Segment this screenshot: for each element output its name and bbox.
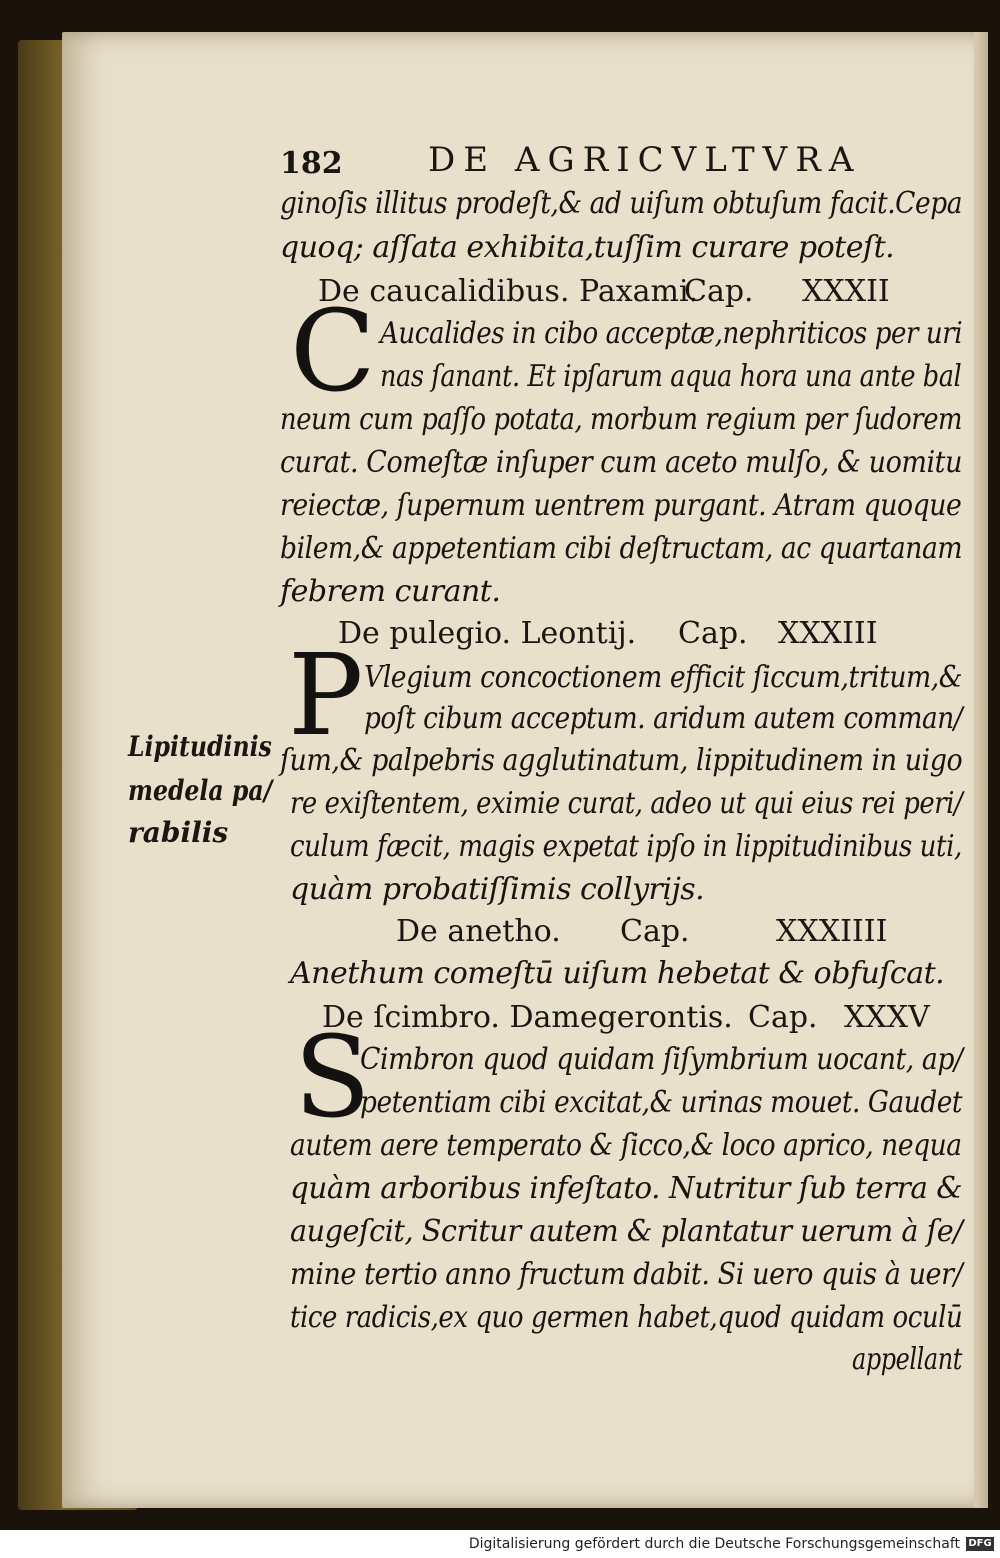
text-line: petentiam cibi excitat,& urinas mouet. Gaudet <box>360 1085 963 1120</box>
dfg-logo: DFG <box>966 1537 994 1551</box>
chapter-number: XXXV <box>844 1000 930 1035</box>
chapter-number: XXXIII <box>778 616 878 651</box>
footer-credit: Digitalisierung gefördert durch die Deutsche Forschungsgemeinschaft <box>468 1536 960 1552</box>
text-line: Aucalides in cibo acceptæ,nephriticos per uri <box>380 316 963 351</box>
drop-initial: P <box>288 631 364 761</box>
chapter-cap-label: Cap. <box>684 274 754 309</box>
text-line: tice radicis,ex quo germen habet,quod quidam oculū <box>290 1300 963 1335</box>
text-line: Cimbron quod quidam ſiſymbrium uocant, ap/ <box>360 1042 963 1077</box>
text-line: neum cum paſſo potata, morbum regium per ſudorem <box>280 402 963 437</box>
chapter-number: XXXII <box>802 274 890 309</box>
drop-initial: C <box>290 287 376 417</box>
margin-note-line: medela pa/ <box>128 774 273 807</box>
text-line: autem aere temperato & ſicco,& loco aprico, nequa <box>290 1128 962 1163</box>
text-line: mine tertio anno fructum dabit. Si uero quis à uer/ <box>290 1257 963 1292</box>
text-line: febrem curant. <box>280 574 501 609</box>
text-line: culum fæcit, magis expetat ipſo in lippitudinibus uti, <box>290 829 962 864</box>
text-line: ſum,& palpebris agglutinatum, lippitudinem in uigo <box>280 743 963 778</box>
chapter-number: XXXIIII <box>776 914 888 949</box>
chapter-heading <box>322 1000 930 1035</box>
catchword: appellant <box>852 1342 962 1377</box>
chapter-heading <box>338 616 878 651</box>
text-line: Anethum comeſtū uiſum hebetat & obfuſcat. <box>290 956 945 991</box>
margin-note-line: Lipitudinis <box>128 730 272 763</box>
text-line: nas ſanant. Et ipſarum aqua hora una ante bal <box>380 359 962 394</box>
chapter-cap-label: Cap. <box>678 616 748 651</box>
chapter-heading <box>396 914 888 949</box>
text-line: quàm arboribus infeſtato. Nutritur ſub terra & <box>290 1171 963 1206</box>
chapter-cap-label: Cap. <box>620 914 690 949</box>
text-line: quoq; aſſata exhibita,tuſſim curare poteſt. <box>280 230 895 265</box>
page-edge <box>974 32 988 1508</box>
running-title: DE AGRICVLTVRA <box>428 140 862 180</box>
digitization-footer <box>0 1530 1000 1558</box>
text-line: re exiſtentem, eximie curat, adeo ut qui eius rei peri/ <box>290 786 963 821</box>
text-line: augeſcit, Scritur autem & plantatur uerum à ſe/ <box>290 1214 963 1249</box>
text-line: bilem,& appetentiam cibi deſtructam, ac quartanam <box>280 531 963 566</box>
drop-initial: S <box>294 1013 371 1143</box>
chapter-title: De caucalidibus. Paxami. <box>318 274 699 309</box>
margin-note-line: rabilis <box>128 816 229 849</box>
chapter-title: De anetho. <box>396 914 561 949</box>
text-line: poſt cibum acceptum. aridum autem comman/ <box>364 701 963 736</box>
text-line: Vlegium concoctionem efficit ſiccum,tritum,& <box>364 660 963 695</box>
text-line: curat. Comeſtæ inſuper cum aceto mulſo, & uomitu <box>280 445 962 480</box>
chapter-title: De pulegio. Leontij. <box>338 616 637 651</box>
text-line: quàm probatiſſimis collyrijs. <box>290 872 705 907</box>
text-line: ginoſis illitus prodeſt,& ad uiſum obtuſum facit.Cepa <box>280 186 963 221</box>
page-number: 182 <box>280 146 343 181</box>
chapter-cap-label: Cap. <box>748 1000 818 1035</box>
text-line: reiectæ, ſupernum uentrem purgant. Atram quoque <box>280 488 962 523</box>
chapter-title: De ſcimbro. Damegerontis. <box>322 1000 733 1035</box>
